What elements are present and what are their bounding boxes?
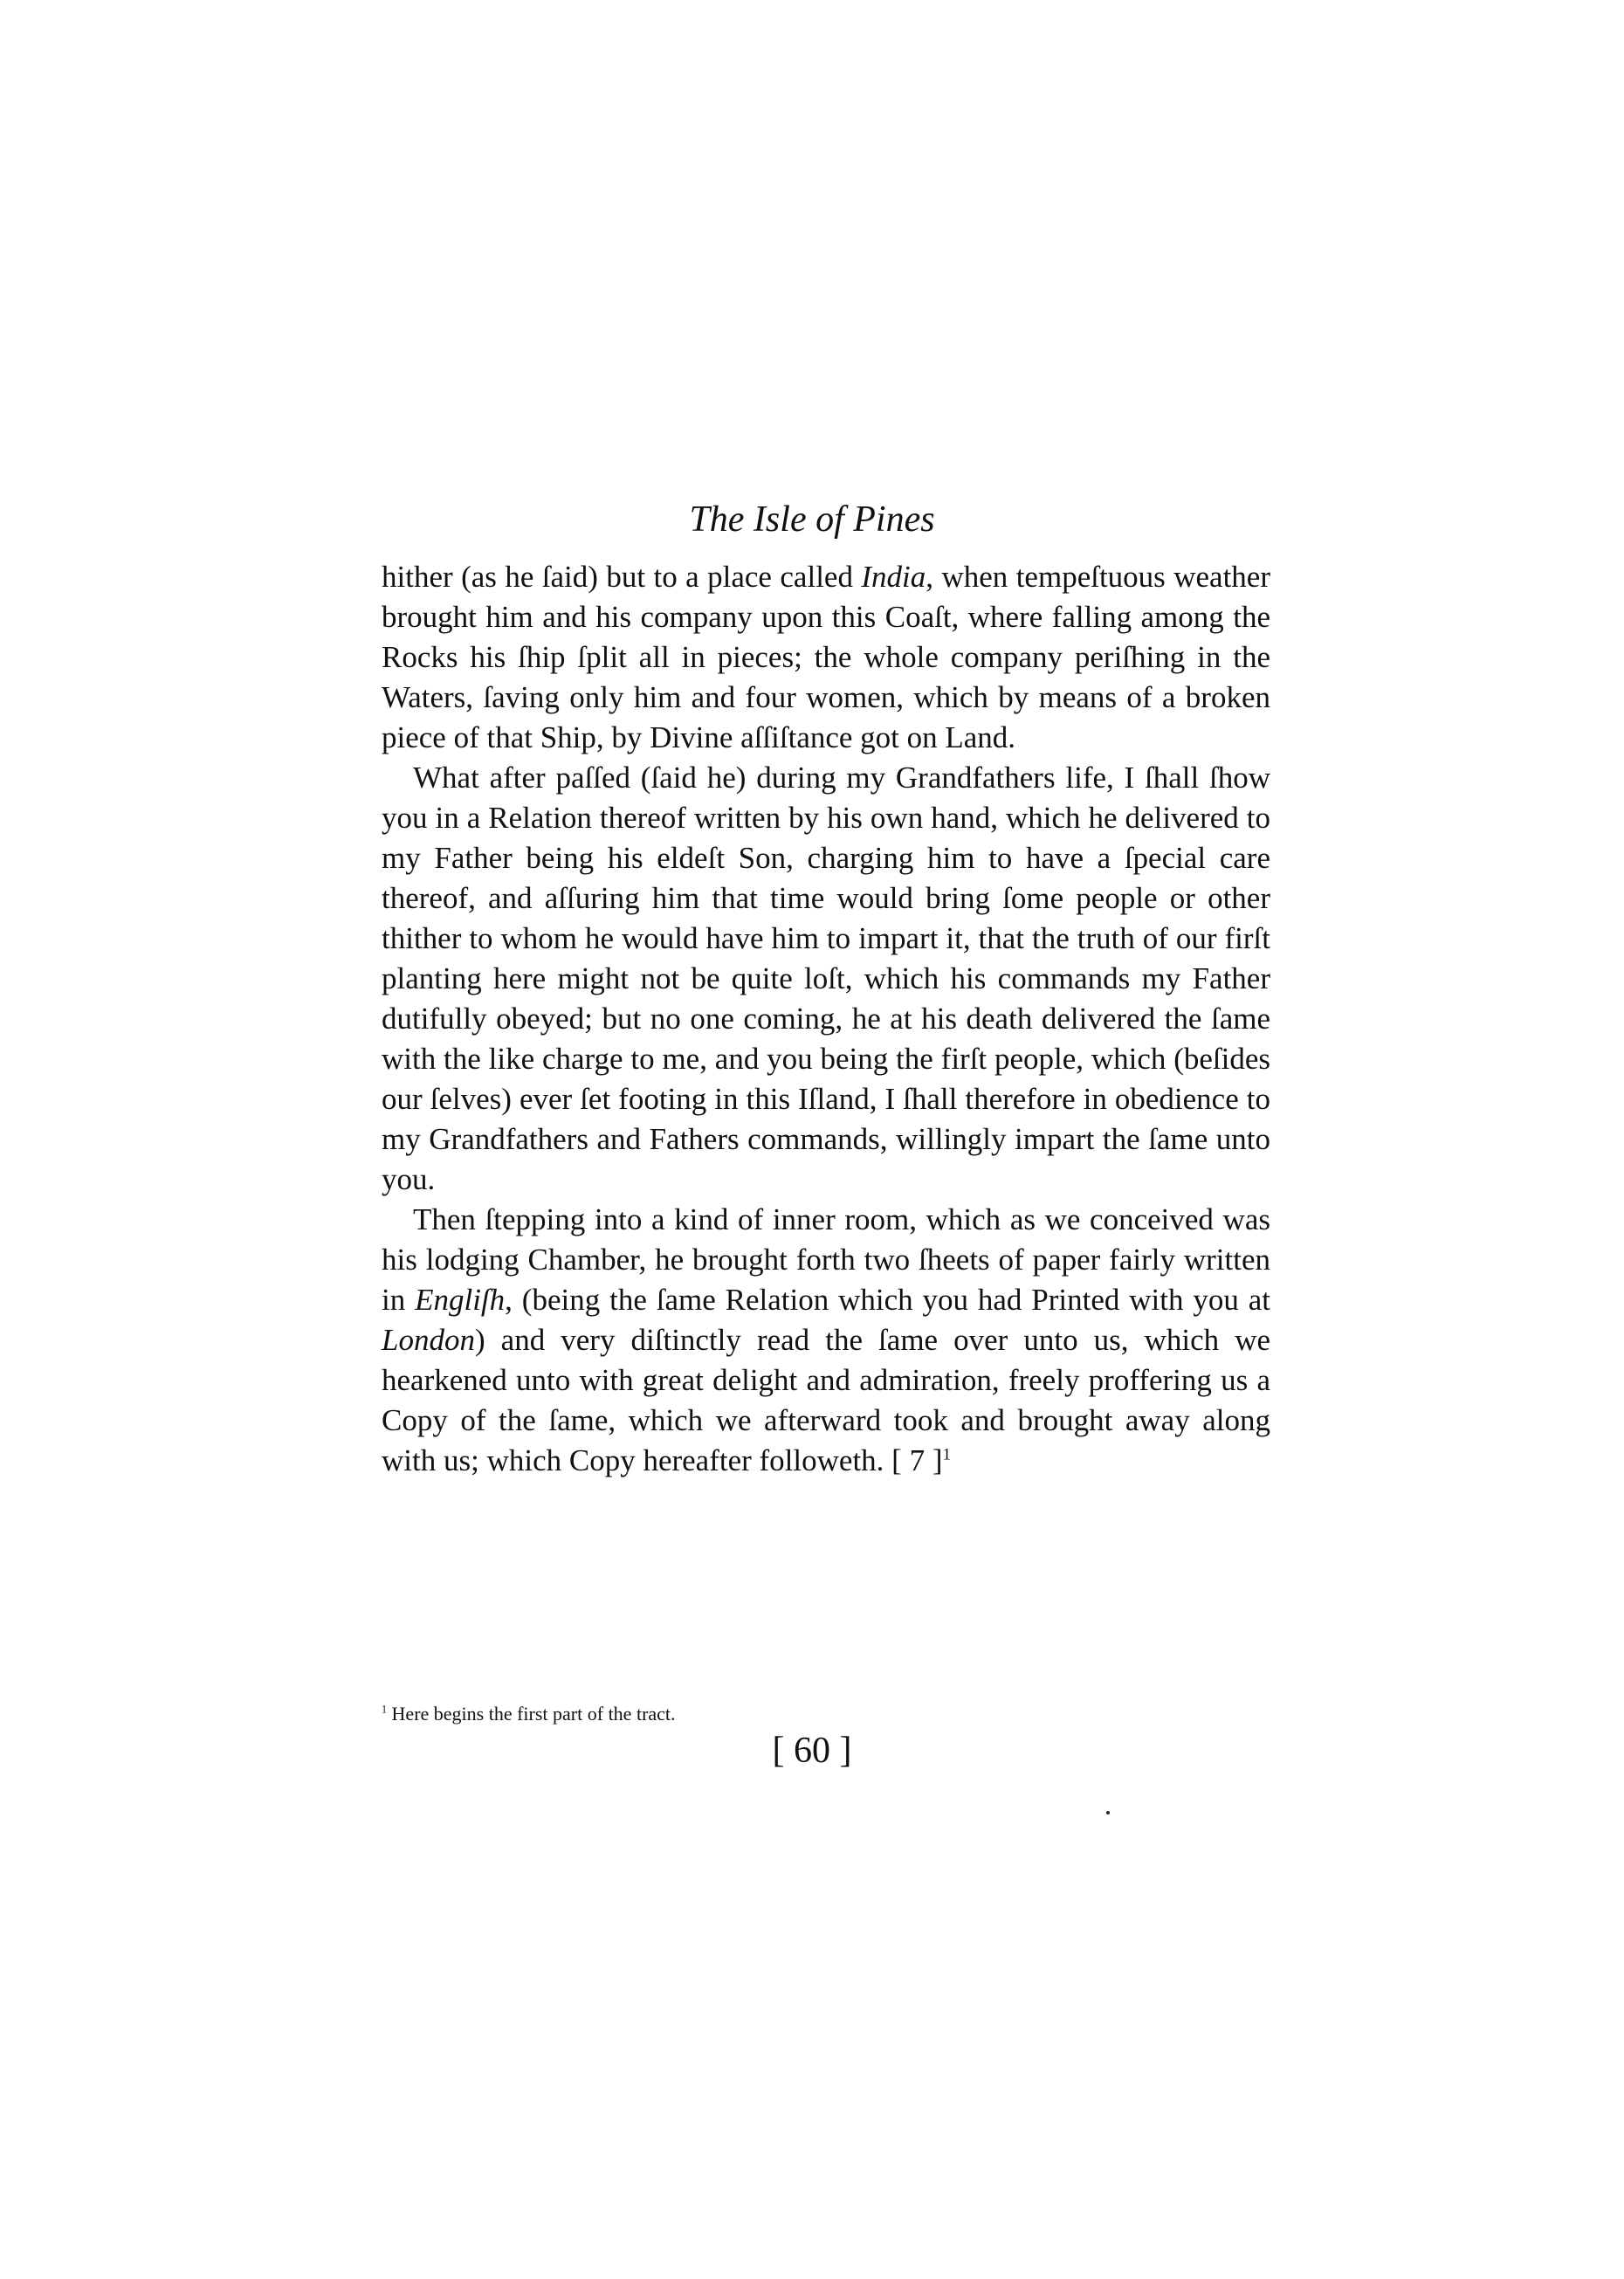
page-number: [ 60 ]: [772, 1731, 852, 1771]
paragraph-3: [382, 1200, 1270, 1481]
text-run: Then ſtepping into a kind of inner room, which as we conceived was his lodging Chamber, he brought forth two ſheets of paper fairly written in: [382, 1202, 1270, 1317]
italic-english: Engliſh: [415, 1283, 506, 1317]
running-head: The Isle of Pines: [689, 499, 935, 540]
text-run: , when tempeſtuous weather brought him and his company upon this Coaſt, where falling among the Rocks his ſhip ſplit all in pieces; the whole company periſhing in the Waters, ſaving only him and four women, which by means of a broken piece of that Ship, by Divine aſſiſtance got on Land.: [382, 560, 1270, 754]
text-run: ) and very diſtinctly read the ſame over unto us, which we hearkened unto with great delight and admiration, freely proffering us a Copy of the ſame, which we afterward took and brought away along with us; which Copy hereafter followeth. [ 7 ]: [382, 1323, 1270, 1477]
print-speck: [1106, 1811, 1110, 1814]
text-run: What after paſſed (ſaid he) during my Grandfathers life, I ſhall ſhow you in a Relation thereof written by his own hand, which he delivered to my Father being his eldeſt Son, charging him to have a ſpecial care thereof, and aſſuring him that time would bring ſome people or other thither to whom he would have him to impart it, that the truth of our firſt planting here might not be quite loſt, which his commands my Father dutifully obeyed; but no one coming, he at his death delivered the ſame with the like charge to me, and you being the firſt people, which (beſides our ſelves) ever ſet footing in this Iſland, I ſhall therefore in obedience to my Grandfathers and Fathers commands, willingly impart the ſame unto you.: [382, 761, 1270, 1196]
italic-place-india: India: [861, 560, 926, 594]
footnote-marker: 1: [382, 1703, 388, 1716]
italic-place-london: London: [382, 1323, 475, 1357]
paragraph-2: [382, 758, 1270, 1200]
body-text: [382, 557, 1270, 1481]
footnote: [382, 1703, 1270, 1725]
text-run: , (being the ſame Relation which you had Printed with you at: [505, 1283, 1270, 1317]
text-run: hither (as he ſaid) but to a place called: [382, 560, 862, 594]
footnote-reference: 1: [942, 1445, 952, 1464]
paragraph-1: [382, 557, 1270, 758]
footnote-text: Here begins the first part of the tract.: [391, 1703, 676, 1725]
